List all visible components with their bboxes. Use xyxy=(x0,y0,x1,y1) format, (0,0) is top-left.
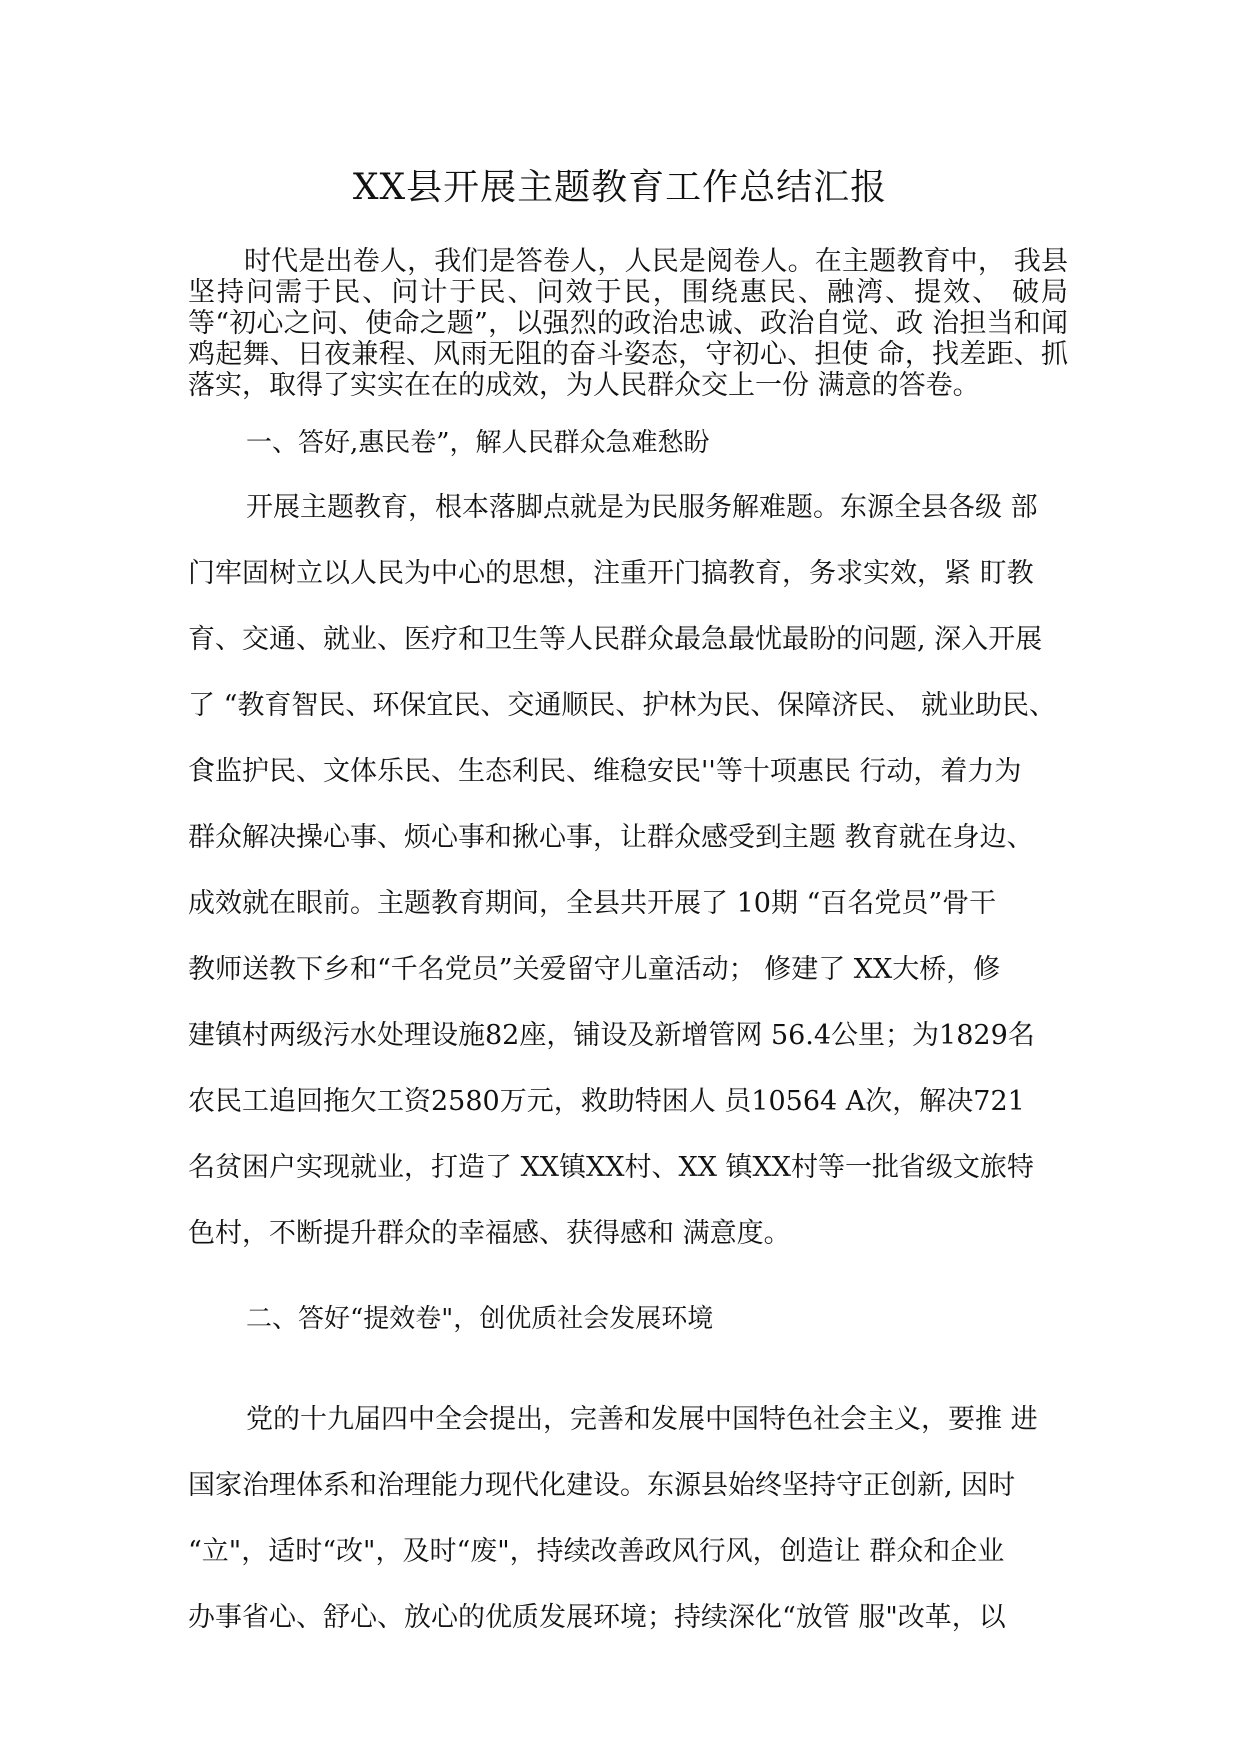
body-line: 教师送教下乡和“千名党员”关爱留守儿童活动； 修建了 XX大桥，修 xyxy=(188,954,1001,985)
body-line: 开展主题教育，根本落脚点就是为民服务解难题。东源全县各级 部 xyxy=(246,492,1038,523)
section-2-body xyxy=(188,1387,1088,1651)
body-line: “立"，适时“改"，及时“废"，持续改善政风行风，创造让 群众和企业 xyxy=(188,1536,1005,1567)
intro-paragraph xyxy=(188,246,1068,401)
body-line: 育、交通、就业、医疗和卫生等人民群众最急最忧最盼的问题, 深入开展 xyxy=(188,624,1043,655)
body-line: 成效就在眼前。主题教育期间，全县共开展了 10期 “百名党员”骨干 xyxy=(188,888,997,919)
section-2-heading: 二、答好“提效卷"，创优质社会发展环境 xyxy=(246,1304,714,1334)
body-line: 办事省心、舒心、放心的优质发展环境；持续深化“放管 服"改革，以 xyxy=(188,1602,1006,1633)
document-title: XX县开展主题教育工作总结汇报 xyxy=(352,167,888,208)
body-line: 食监护民、文体乐民、生态利民、维稳安民''等十项惠民 行动，着力为 xyxy=(188,756,1022,787)
body-line: 农民工追回拖欠工资2580万元，救助特困人 员10564 A次，解决721 xyxy=(188,1086,1025,1117)
body-line: 色村，不断提升群众的幸福感、获得感和 满意度。 xyxy=(188,1218,791,1249)
body-line: 了 “教育智民、环保宜民、交通顺民、护林为民、保障济民、 就业助民、 xyxy=(188,690,1056,721)
body-line: 群众解决操心事、烦心事和揪心事，让群众感受到主题 教育就在身边、 xyxy=(188,822,1034,853)
body-line: 国家治理体系和治理能力现代化建设。东源县始终坚持守正创新, 因时 xyxy=(188,1470,1016,1501)
section-1-body xyxy=(188,475,1088,1267)
body-line: 党的十九届四中全会提出，完善和发展中国特色社会主义，要推 进 xyxy=(246,1404,1038,1435)
body-line: 名贫困户实现就业，打造了 XX镇XX村、XX 镇XX村等一批省级文旅特 xyxy=(188,1152,1034,1183)
body-line: 建镇村两级污水处理设施82座，铺设及新增管网 56.4公里；为1829名 xyxy=(188,1020,1035,1051)
section-1-heading: 一、答好,惠民卷”，解人民群众急难愁盼 xyxy=(246,428,710,458)
intro-text: 时代是出卷人，我们是答卷人，人民是阅卷人。在主题教育中， 我县坚持问需于民、问计于民、问效于民，围绕惠民、融湾、提效、 破局等“初心之问、使命之题”，以强烈的政治忠诚、政治自觉、政 治担当和闻鸡起舞、日夜兼程、风雨无阻的奋斗姿态，守初心、担使 命，找差距、抓落实，取得了实实在在的成效，为人民群众交上一份 满意的答卷。 xyxy=(188,246,1068,401)
body-line: 门牢固树立以人民为中心的思想，注重开门搞教育，务求实效，紧 盯教 xyxy=(188,558,1034,589)
